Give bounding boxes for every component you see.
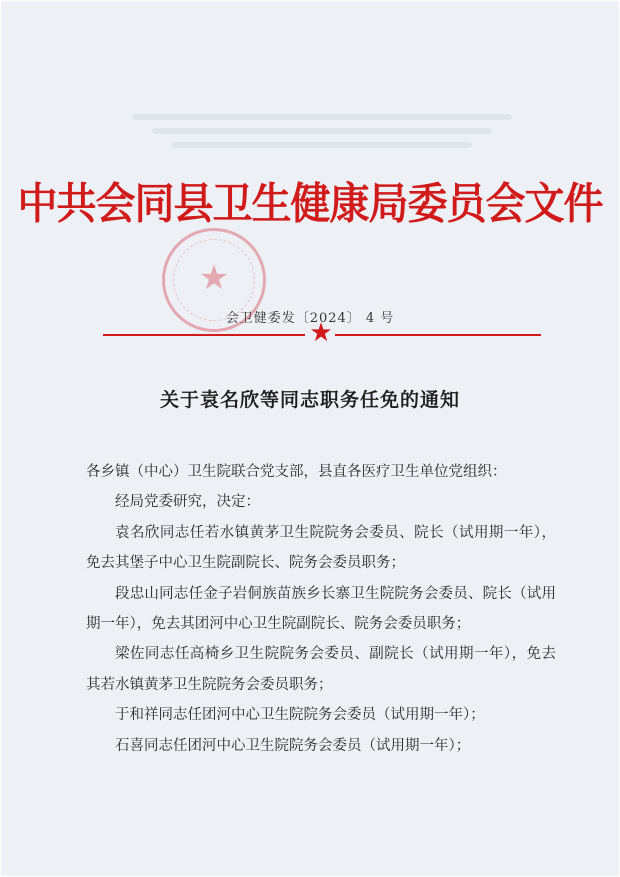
red-star-icon: ★ [309,318,333,348]
bleed-through-line [132,114,512,120]
document-page [2,2,618,875]
addressee: 各乡镇（中心）卫生院联合党支部，县直各医疗卫生单位党组织： [86,464,507,480]
appointment-paragraph: 梁佐同志任高椅乡卫生院院务会委员、副院长（试用期一年），免去其若水镇黄茅卫生院院务会委员职务； [86,646,556,693]
org-masthead: 中共会同县卫生健康局委员会文件 [17,178,603,230]
intro-paragraph: 经局党委研究，决定： [115,494,260,511]
appointment-paragraph: 袁名欣同志任若水镇黄茅卫生院院务会委员、院长（试用期一年），免去其堡子中心卫生院副院长、院务会委员职务； [86,524,556,572]
bleed-through-line [172,142,472,148]
appointment-paragraph: 于和祥同志任团河中心卫生院院务会委员（试用期一年）； [115,707,485,724]
document-number: 会卫健委发〔2024〕 4 号 [225,311,395,326]
appointment-paragraph: 段忠山同志任金子岩侗族苗族乡长寨卫生院院务会委员、院长（试用期一年），免去其团河中心卫生院副院长、院务会委员职务； [86,585,556,633]
seal-star-icon: ★ [198,258,230,298]
notice-title: 关于袁名欣等同志职务任免的通知 [159,389,460,411]
notice-body [86,457,556,761]
red-divider-left [103,334,305,336]
appointment-paragraph: 石喜同志任团河中心卫生院院务会委员（试用期一年）； [115,737,471,754]
bleed-through-line [152,128,492,134]
red-divider-right [335,334,541,336]
